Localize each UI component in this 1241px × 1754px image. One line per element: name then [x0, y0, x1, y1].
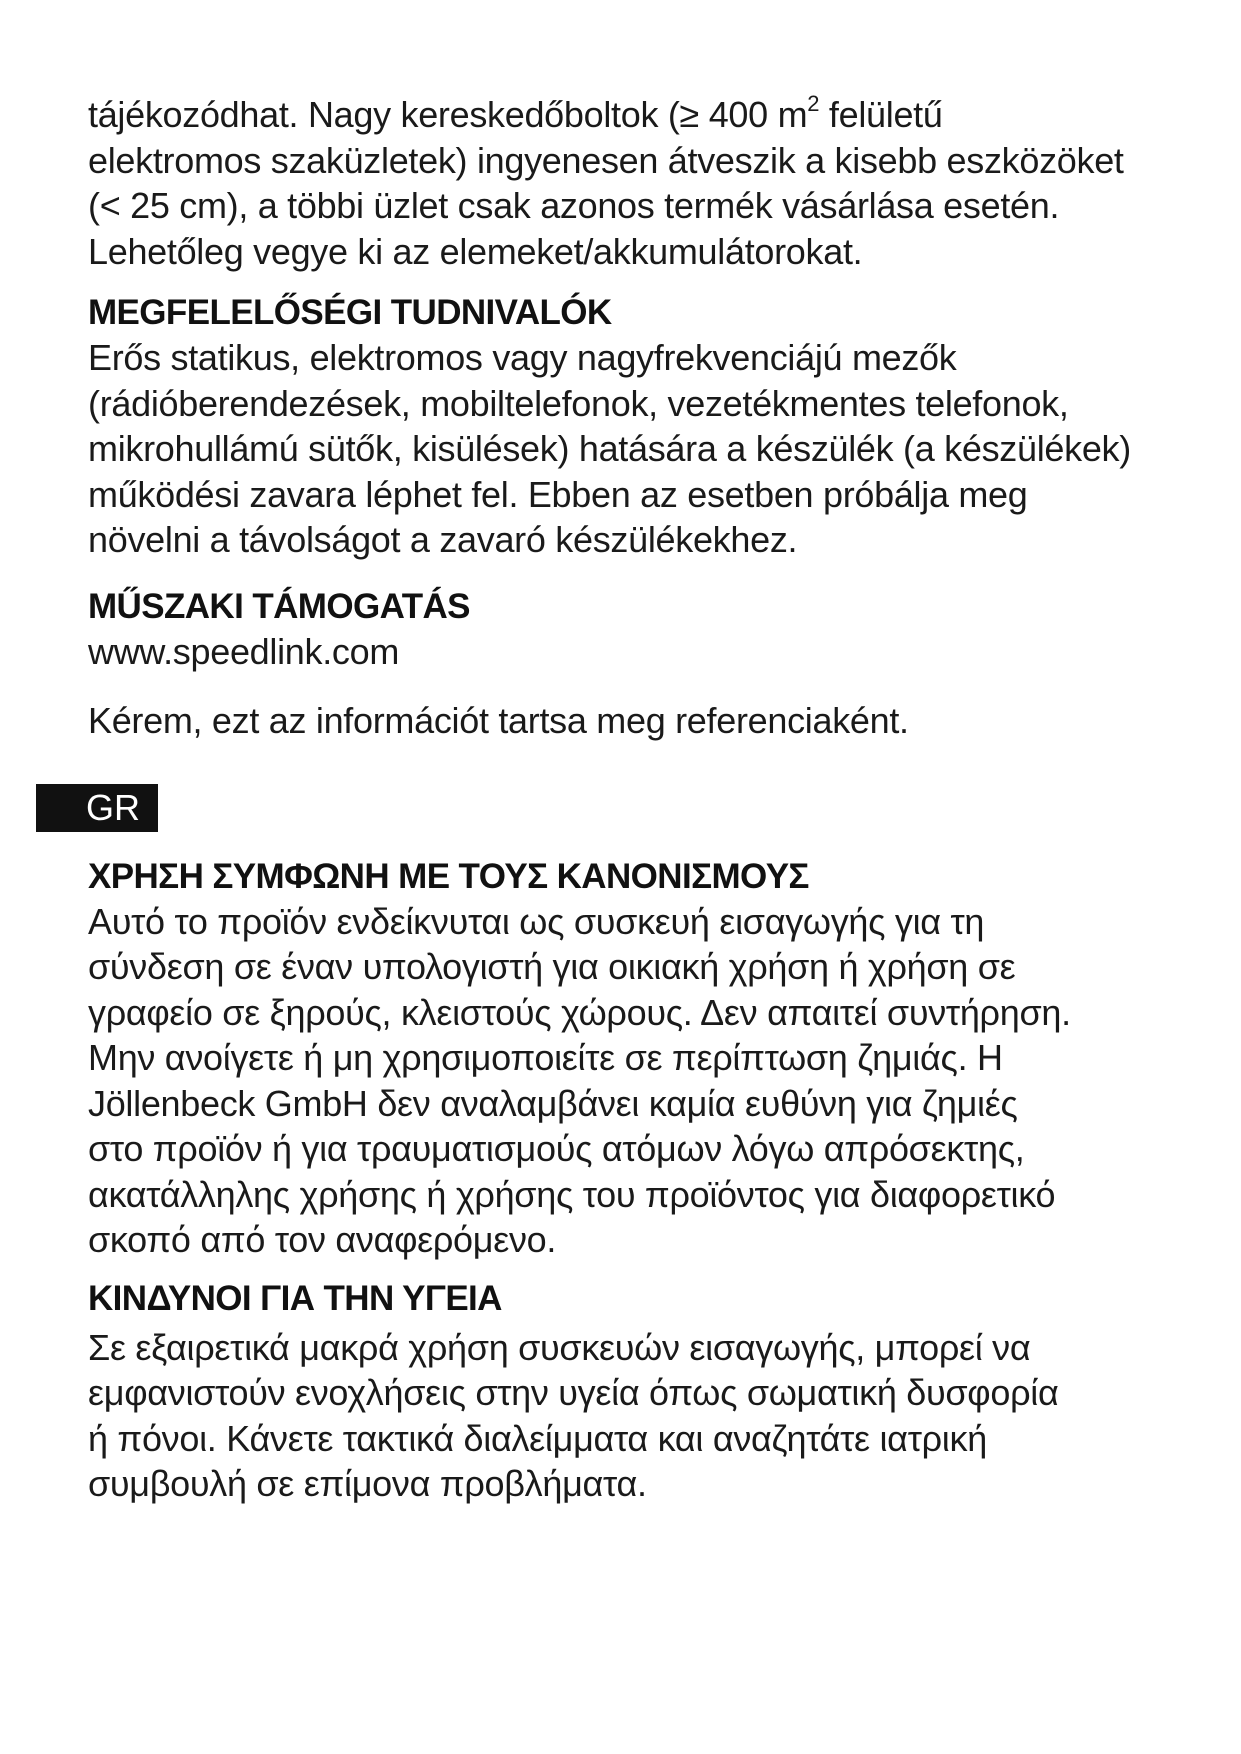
hu-conformity-line-3: mikrohullámú sütők, kisülések) hatására a készülék (a készülékek) — [88, 428, 1131, 469]
gr-health-line-3: ή πόνοι. Κάνετε τακτικά διαλείμματα και αναζητάτε ιατρική — [88, 1417, 987, 1459]
gr-intended-use-line-2: σύνδεση σε έναν υπολογιστή για οικιακή χρήση ή χρήση σε — [88, 946, 1016, 987]
gr-health-heading: ΚΙΝΔΥΝΟΙ ΓΙΑ ΤΗΝ ΥΓΕΙΑ — [88, 1278, 502, 1318]
hu-disposal-line-3: (< 25 cm), a többi üzlet csak azonos termék vásárlása esetén. — [88, 185, 1060, 226]
gr-intended-use-line-5: Jöllenbeck GmbH δεν αναλαμβάνει καμία ευθύνη για ζημιές — [88, 1082, 1018, 1124]
superscript-2: 2 — [807, 91, 820, 116]
language-badge-gr: GR — [36, 784, 158, 832]
gr-intended-use-line-6: στο προϊόν ή για τραυματισμούς ατόμων λόγω απρόσεκτης, — [88, 1128, 1025, 1169]
hu-conformity-line-4: működési zavara léphet fel. Ebben az esetben próbálja meg — [88, 473, 1028, 515]
manual-page — [88, 92, 1168, 1507]
gr-health-line-2: εμφανιστούν ενοχλήσεις στην υγεία όπως σωματική δυσφορία — [88, 1372, 1059, 1413]
gr-health-line-1: Σε εξαιρετικά μακρά χρήση συσκευών εισαγωγής, μπορεί να — [88, 1326, 1031, 1368]
hu-disposal-line-2: elektromos szaküzletek) ingyenesen átveszik a kisebb eszközöket — [88, 139, 1124, 181]
gr-intended-use-line-1: Αυτό το προϊόν ενδείκνυται ως συσκευή εισαγωγής για τη — [88, 900, 985, 942]
gr-intended-use-paragraph — [88, 899, 1168, 1263]
gr-intended-use-line-8: σκοπό από τον αναφερόμενο. — [88, 1219, 557, 1260]
hu-conformity-line-1: Erős statikus, elektromos vagy nagyfrekvenciájú mezők — [88, 337, 957, 378]
hu-conformity-paragraph — [88, 335, 1168, 563]
hu-conformity-line-5: növelni a távolságot a zavaró készülékekhez. — [88, 519, 798, 560]
gr-intended-use-line-4: Μην ανοίγετε ή μη χρησιμοποιείτε σε περίπτωση ζημιάς. Η — [88, 1037, 1003, 1078]
hu-disposal-line-1: tájékozódhat. Nagy kereskedőboltok (≥ 400 $m^2$ felületű — [88, 91, 943, 135]
hu-disposal-paragraph — [88, 92, 1168, 274]
hu-conformity-line-2: (rádióberendezések, mobiltelefonok, vezetékmentes telefonok, — [88, 382, 1069, 424]
hu-disposal-line-4: Lehetőleg vegye ki az elemeket/akkumulátorokat. — [88, 230, 863, 272]
gr-health-paragraph — [88, 1325, 1168, 1507]
gr-intended-use-line-3: γραφείο σε ξηρούς, κλειστούς χώρους. Δεν απαιτεί συντήρηση. — [88, 991, 1071, 1033]
gr-intended-use-line-7: ακατάλληλης χρήσης ή χρήσης του προϊόντος για διαφορετικό — [88, 1173, 1056, 1215]
hu-reference-note: Kérem, ezt az információt tartsa meg referenciaként. — [88, 700, 909, 741]
gr-health-line-4: συμβουλή σε επίμονα προβλήματα. — [88, 1463, 647, 1504]
gr-intended-use-heading: ΧΡΗΣΗ ΣΥΜΦΩΝΗ ΜΕ ΤΟΥΣ ΚΑΝΟΝΙΣΜΟΥΣ — [88, 856, 809, 896]
hu-conformity-heading: MEGFELELŐSÉGI TUDNIVALÓK — [88, 293, 612, 332]
support-url: www.speedlink.com — [88, 630, 400, 672]
hu-support-heading: MŰSZAKI TÁMOGATÁS — [88, 586, 470, 626]
